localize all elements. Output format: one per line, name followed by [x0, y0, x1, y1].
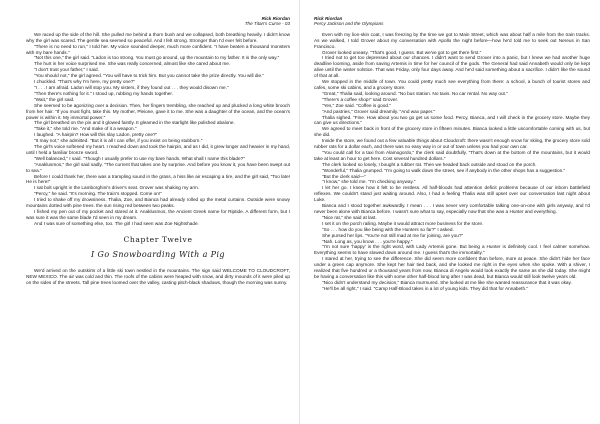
paragraph: "Anaklusmos," the girl said sadly. "The current that takes one by surprise. And before you know it, you have been swept out to sea." — [26, 161, 290, 173]
left-header-subtitle: The Titan's Curse - 03 — [244, 21, 290, 27]
paragraph: We agreed to meet back in front of the grocery store in fifteen minutes. Bianca looked a little uncomfortable coming with us, but she did. — [314, 126, 590, 138]
chapter-number: Chapter Twelve — [123, 234, 193, 244]
paragraph: "I . . . I am afraid. Ladon will stop you. My sisters, if they found out . . . they would disown me." — [34, 84, 229, 90]
paragraph: "Yes," Zoe said. "Coffee is good." — [322, 102, 391, 108]
paragraph: The clerk looked so lonely, I bought a rubber rat. Then we headed back outside and stood on the porch. — [322, 161, 537, 167]
left-paragraphs-before — [26, 32, 290, 227]
paragraph: Even with my lion-skin coat, I was freezing by the time we got to Main Street, which was about half a mile from the train tracks. As we walked, I told Grover about my conversation with Apollo the night before—how he'd told me to seek out Nereus in San Francisco. — [314, 31, 590, 49]
paragraph: "Nah. Long as, you know . . . you're happy." — [322, 238, 413, 244]
paragraph: "Then there's nothing for it." I stood up, rubbing my hands together. — [34, 90, 173, 96]
paragraph: We raced up the side of the hill. She pulled me behind a thorn bush and we collapsed, both breathing heavily. I didn't know why the girl was scared. The gentle sea seemed so peaceful. And I felt strong. Stronger than I'd ever felt before. — [26, 31, 290, 43]
paragraph: Bianca and I stood together awkwardly. I mean . . . I was never very comfortable talking one-on-one with girls anyway, and I'd never been alone with Bianca before. I wasn't sure what to say, especially now that she was a Hunter and everything. — [314, 203, 590, 214]
paragraph: Thalia sighed. "Fine. How about you two go get us some food. Percy, Bianca, and I will check in the grocery store. Maybe they can give us directions." — [314, 114, 590, 126]
paragraph: She pursed her lips. "You're not still mad at me for joining, are you?" — [322, 232, 464, 238]
paragraph: She seemed to be agonizing over a decision. Then, her fingers trembling, she reached up and plucked a long white brooch from her hair. "If you must fight, take this. My mother, Pleione, gave it to me. She was a daughter of the ocean, and the ocean's power is within it. My immortal power." — [26, 102, 290, 120]
paragraph: I chuckled. "That's why I'm here, my pretty one?" — [34, 79, 135, 85]
paragraph: I stared at her, trying to see the difference. She did seem more confident than before, more at peace. She didn't hide her face under a green cap anymore. She kept her hair tied back, and she looked me right in the eyes when she spoke. With a shiver, I realized that five hundred or a thousand years from now, Bianca di Angelo would look exactly the same as she did today. She might be having a conversation like this with some other half-blood long after I was dead, but Bianca would still look twelve years old. — [314, 256, 590, 279]
paragraph: "I don't trust your father," I said. — [34, 67, 99, 73]
paragraph: "I know," she told me. "I'm checking anyway." — [322, 179, 416, 185]
right-page — [304, 0, 600, 424]
paragraph: Before I could thank her, there was a trampling sound in the grass, a hiss like air escaping a tire, and the girl said, "Too late! He is here!" — [26, 173, 290, 185]
paragraph: The hurt in her voice surprised me. She was really concerned, almost like she cared about me. — [34, 61, 231, 67]
paragraph: We stopped in the middle of town. You could pretty much see everything from there: a school, a bunch of tourist stores and cafes, some ski cabins, and a grocery store. — [314, 79, 590, 90]
paragraph: And I was sure of something else, too. The girl I had seen was Zoe Nightshade. — [34, 220, 199, 226]
paragraph: "Not this one," the girl said. "Ladon is too strong. You must go around, up the mountain to my father. It is the only way." — [34, 55, 280, 61]
right-paragraphs — [314, 32, 590, 292]
paragraph: "You should not," the girl agreed. "You will have to trick him. But you cannot take the prize directly. You will die." — [34, 73, 265, 79]
right-header-author: Rick Riordan — [314, 16, 343, 21]
left-page — [0, 0, 296, 424]
paragraph: "Well balanced," I said. "Though I usually prefer to use my bare hands. What shall I name this blade?" — [34, 155, 245, 161]
paragraph: "There is no need to run," I told her. My voice sounded deeper, much more confident. "I have beaten a thousand monsters with my bare hands." — [26, 43, 290, 55]
chapter-title: I Go Snowboarding With a Pig — [91, 249, 225, 259]
paragraph: I tried not to get too depressed about our chances. I didn't want to send Grover into a panic, but I knew we had another huge deadline looming, aside from saving Artemis in time for her council of the gods. The General had said Annabeth would only be kept alive until the winter solstice. That was Friday, only four days away. And he'd said something about a sacrifice. I didn't like the sound of that at all. — [314, 55, 590, 79]
paragraph: I sat bolt upright in the Lamborghini's driver's seat. Grover was shaking my arm. — [34, 185, 200, 191]
paragraph: "It may not," she admitted. "But it is all I can offer, if you insist on being stubborn." — [34, 138, 203, 144]
paragraph: "Great," Thalia said, looking around. "No bus station. No taxis. No car rental. No way out." — [322, 90, 508, 96]
paragraph: "Wait," the girl said. — [34, 96, 75, 102]
paragraph: "Take it," she told me. "And make of it a weapon." — [34, 126, 137, 132]
paragraph: Inside the store, we found out a few valuable things about Cloudcroft: there wasn't enough snow for skiing, the grocery store sold rubber rats for a dollar each, and there was no easy way in or out of town unless you had your own car. — [314, 138, 590, 150]
paragraph: "You could call for a taxi from Alamogordo," the clerk said doubtfully. "That's down at the bottom of the mountains, but it would take at least an hour to get here. Cost several hundred dollars." — [314, 149, 590, 161]
paragraph: "So . . . how do you like being with the Hunters so far?" I asked. — [322, 226, 454, 232]
paragraph: "There's a coffee shop!" said Grover. — [322, 96, 399, 102]
page-gutter — [299, 0, 300, 424]
paragraph: Grover looked uneasy. "That's good, I guess. But we've got to get there first." — [322, 49, 482, 55]
right-header-subtitle: Percy Jackson and the Olympians — [314, 21, 384, 27]
paragraph: "And pastries," Grover said dreamily. "And wax paper." — [322, 108, 436, 114]
paragraph: "Wonderful," Thalia grumped. "I'm going to walk down the street, see if anybody in the other shops has a suggestion." — [322, 167, 566, 173]
paragraph: "I'm not sure 'happy' is the right word, with Lady Artemis gone. But being a Hunter is definitely cool. I feel calmer somehow. Everything seems to have slowed down around me. I guess that's the immortality." — [314, 244, 590, 256]
right-page-header — [314, 16, 590, 27]
paragraph: I set it on the porch railing. Maybe it would attract more business for the store. — [322, 220, 484, 226]
paragraph: I laughed. "A hairpin? How will this slay Ladon, pretty one?" — [34, 132, 158, 138]
left-page-header — [26, 16, 290, 27]
paragraph: The girl breathed on the pin and it glowed faintly. It gleamed in the starlight like polished abalone. — [34, 120, 235, 126]
paragraph: "Nice rat," she said at last. — [322, 214, 377, 220]
paragraph: I fished my pen out of my pocket and stared at it. Anaklusmos, the Ancient Greek name for Riptide. A different form, but I was sure it was the same blade I'd seen in my dream. — [26, 209, 290, 220]
paragraph: I tried to shake off my drowsiness. Thalia, Zoe, and Bianca had already rolled up the metal curtains. Outside were snowy mountains dotted with pine trees. the sun rising red between two peaks. — [26, 197, 290, 209]
paragraph: We'd arrived on the outskirts of a little ski town nestled in the mountains. The sign said WELCOME TO CLOUDCROFT, NEW MEXICO. The air was cold and thin. The roofs of the cabins were heaped with snow, and dirty mounds of it were piled up on the sides of the streets. Tall pine trees loomed over the valley, casting pitch-black shadows, though the morning was sunny. — [26, 267, 290, 285]
left-header-author: Rick Riordan — [261, 16, 290, 21]
paragraph: I let her go. I knew how it felt to be restless. All half-bloods had attention deficit problems because of our inborn battlefield reflexes. We couldn't stand just waiting around. Also, I had a feeling Thalia was still upset over our conversation last night about Luke. — [314, 185, 590, 203]
paragraph: "He'll be all right," I said. "Camp Half-Blood takes in a lot of young kids. They did that for Annabeth." — [322, 285, 529, 291]
paragraph: "But the clerk said—" — [322, 173, 366, 179]
paragraph: "Percy," he said. "It's morning. The train's stopped. Come on!" — [34, 191, 162, 197]
paragraph: The girl's voice softened my heart. I reached down and took the hairpin, and as I did, it grew longer and heavier in my hand, until I held a familiar bronze sword. — [26, 144, 290, 155]
left-paragraphs-after — [26, 268, 290, 286]
paragraph: "Nico didn't understand my decision," Bianca murmured. She looked at me like she wanted reassurance that it was okay. — [322, 279, 572, 285]
